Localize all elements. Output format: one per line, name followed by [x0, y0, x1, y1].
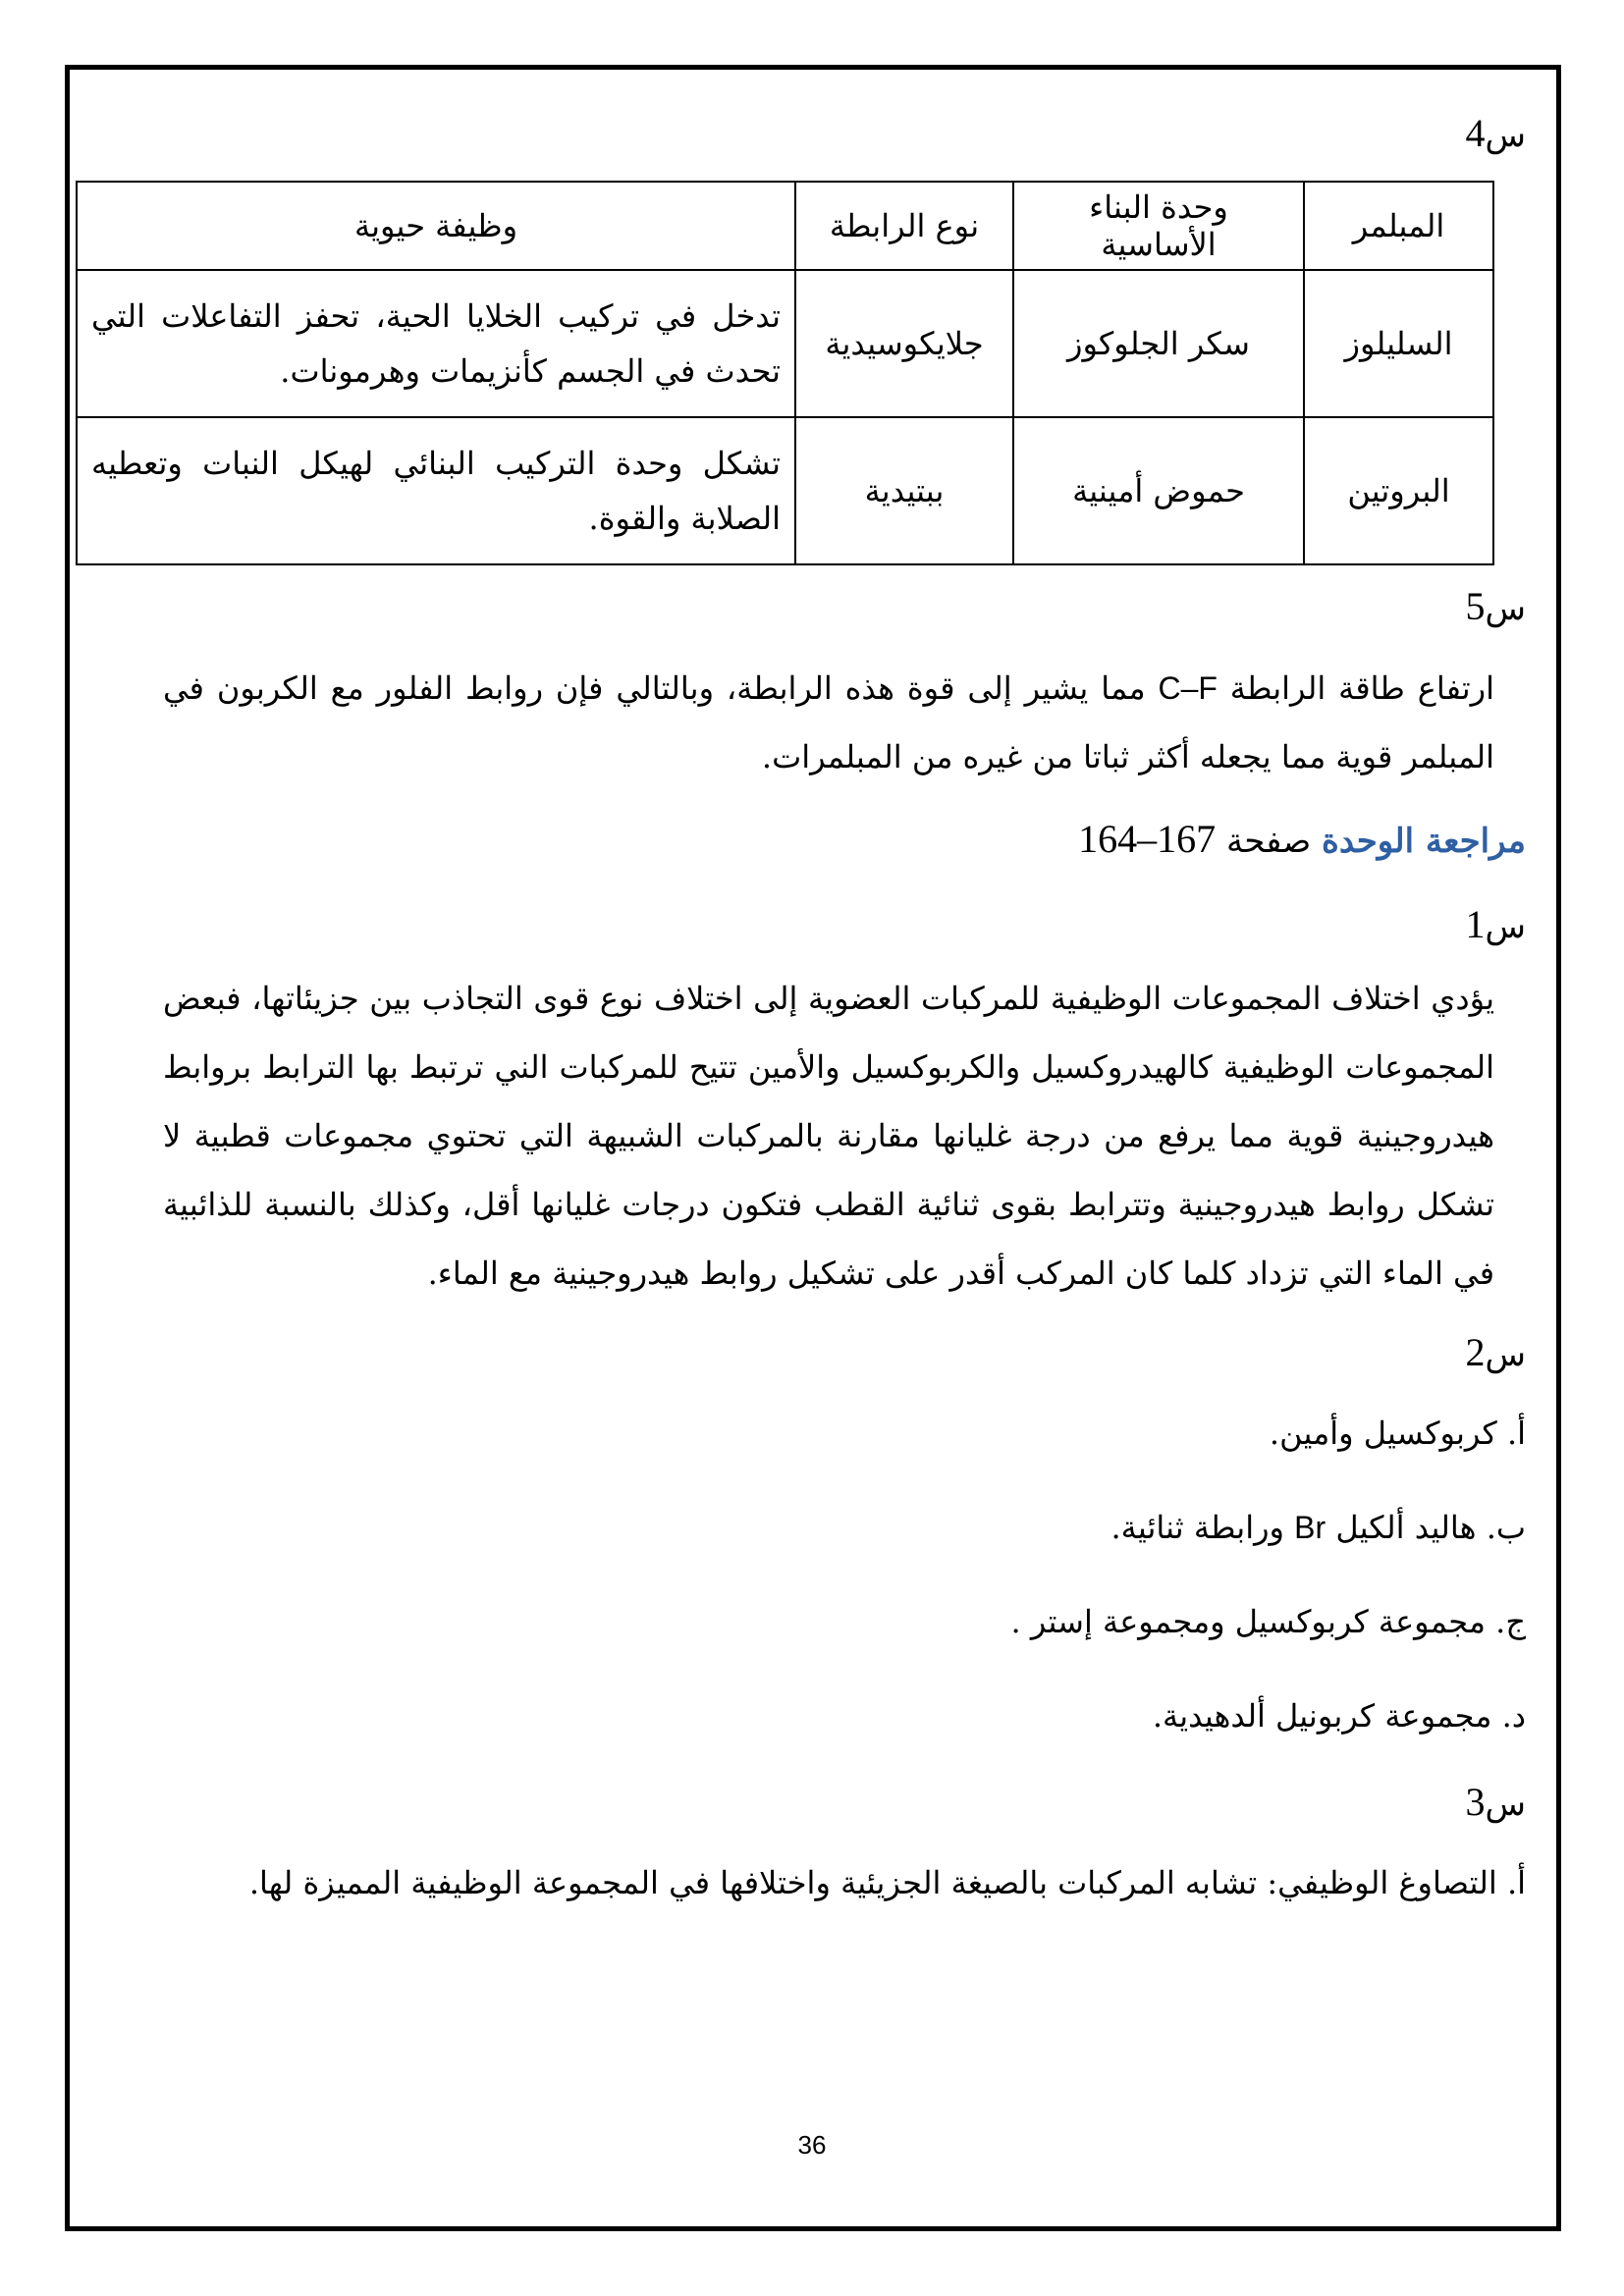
review-question-3-heading	[98, 1775, 1526, 1830]
review-question-2-item-d: د. مجموعة كربونيل ألدهيدية.	[1152, 1697, 1526, 1735]
review-question-2-item-b	[98, 1480, 1526, 1575]
page-range: 164–167	[1078, 817, 1217, 861]
table-row	[77, 417, 1493, 564]
table-cell: جلايكوسيدية	[795, 270, 1013, 417]
polymer-table	[76, 181, 1494, 565]
review-question-1-answer: يؤدي اختلاف المجموعات الوظيفية للمركبات العضوية إلى اختلاف نوع قوى التجاذب بين جزيئاتها، فبعض المجموعات الوظيفية كالهيدروكسيل والكربوكسيل والأمين تتيح للمركبات الني ترتبط بها الترابط بروابط هيدروجينية قوية مما يرفع من درجة غليانها مقارنة بالمركبات الشبيهة التي تحتوي مجموعات قطبية لا تشكل روابط هيدروجينية وتترابط بقوى ثنائية القطب فتكون درجات غليانها أقل، وكذلك بالنسبة للذائبية في الماء التي تزداد كلما كان المركب أقدر على تشكيل روابط هيدروجينية مع الماء.	[163, 980, 1495, 1292]
unit-review-heading	[98, 805, 1526, 876]
table-header: نوع الرابطة	[795, 182, 1013, 270]
review-question-2-item-a: أ. كربوكسيل وأمين.	[1269, 1415, 1526, 1452]
item-text: ب. هاليد ألكيل	[1326, 1509, 1526, 1546]
table-header-row	[77, 182, 1493, 270]
review-question-1-heading	[98, 897, 1526, 952]
question-5-heading	[98, 579, 1526, 634]
question-number: 3	[1465, 1780, 1486, 1824]
review-question-3-item-a: أ. التصاوغ الوظيفي: تشابه المركبات بالصيغة الجزيئية واختلافها في المجموعة الوظيفية المميزة لها.	[248, 1864, 1526, 1901]
question-label: س	[1485, 907, 1526, 946]
question-label: س	[1485, 589, 1526, 628]
halogen-symbol: Br	[1294, 1510, 1326, 1545]
unit-review-title: مراجعة الوحدة	[1322, 822, 1526, 861]
item-text: ورابطة ثنائية.	[1110, 1509, 1295, 1546]
question-number: 5	[1465, 584, 1486, 628]
question-number: 1	[1465, 902, 1486, 946]
table-row	[77, 270, 1493, 417]
question-5-answer	[163, 654, 1494, 791]
question-4-heading	[98, 106, 1526, 161]
table-cell: تشكل وحدة التركيب البنائي لهيكل النبات وتعطيه الصلابة والقوة.	[77, 417, 795, 564]
question-number: 4	[1465, 111, 1486, 155]
table-header: المبلمر	[1304, 182, 1493, 270]
bond-formula: C–F	[1158, 670, 1218, 706]
table-cell: السليلوز	[1304, 270, 1493, 417]
table-cell: تدخل في تركيب الخلايا الحية، تحفز التفاعلات التي تحدث في الجسم كأنزيمات وهرمونات.	[77, 270, 795, 417]
question-number: 2	[1465, 1330, 1486, 1374]
question-label: س	[1485, 1335, 1526, 1374]
page-word: صفحة	[1225, 822, 1312, 861]
table-header: وحدة البناء الأساسية	[1013, 182, 1304, 270]
table-header: وظيفة حيوية	[77, 182, 795, 270]
question-label: س	[1485, 116, 1526, 155]
review-question-2-heading	[98, 1325, 1526, 1380]
page-number: 36	[797, 2130, 827, 2160]
table-cell: سكر الجلوكوز	[1013, 270, 1304, 417]
page-content	[91, 98, 1526, 1930]
answer-text: مما يشير إلى قوة هذه الرابطة، وبالتالي فإن روابط الفلور مع الكربون في المبلمر قوية مما يجعله أكثر ثباتا من غيره من المبلمرات.	[163, 669, 1494, 775]
answer-text: ارتفاع طاقة الرابطة	[1217, 669, 1494, 707]
table-cell: البروتين	[1304, 417, 1493, 564]
table-cell: حموض أمينية	[1013, 417, 1304, 564]
question-label: س	[1485, 1785, 1526, 1824]
table-cell: ببتيدية	[795, 417, 1013, 564]
review-question-2-item-c: ج. مجموعة كربوكسيل ومجموعة إستر .	[1010, 1603, 1526, 1640]
